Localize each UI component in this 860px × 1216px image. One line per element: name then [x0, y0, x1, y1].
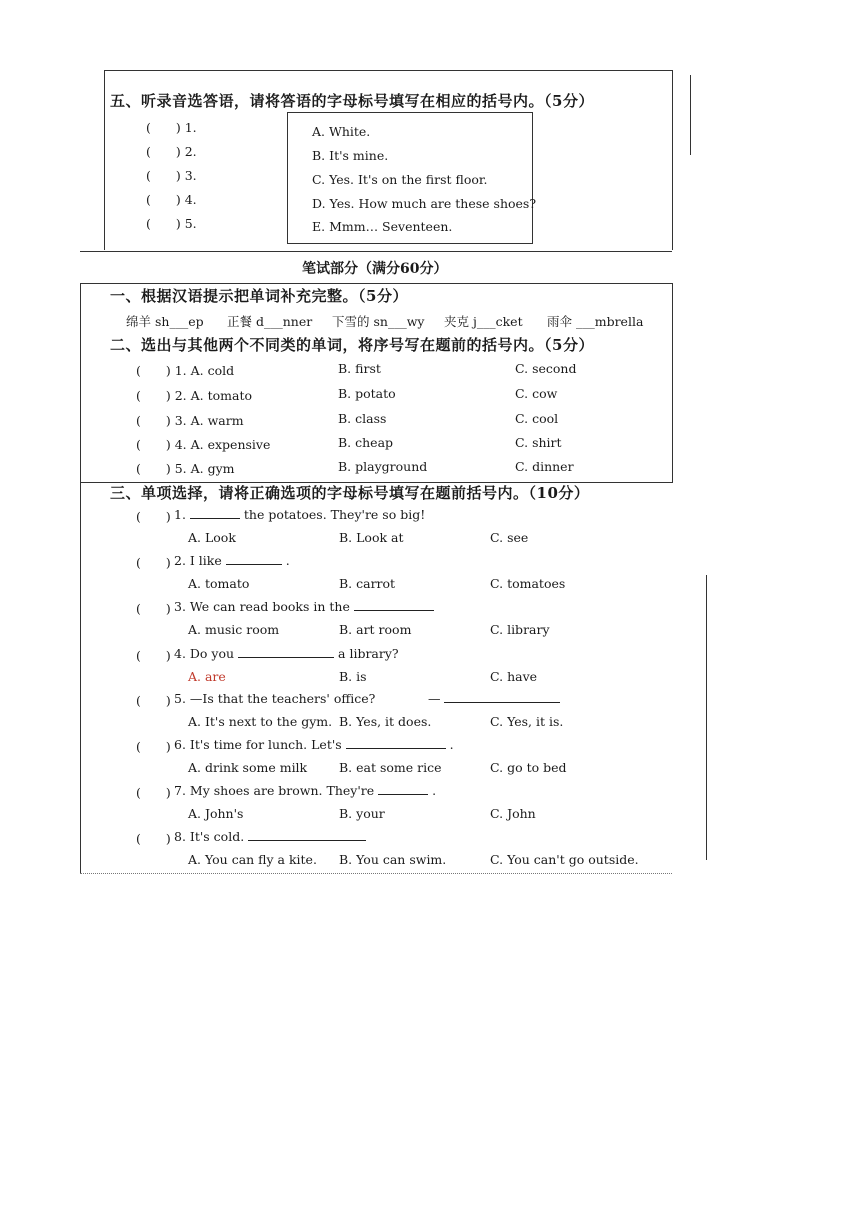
q1-stem-post: the potatoes. They're so big! — [243, 507, 426, 522]
q5-blank[interactable] — [444, 691, 560, 703]
part2-row-4-b: B. cheap — [338, 435, 394, 450]
answer-slot-2[interactable]: ( ) 2. — [146, 144, 197, 159]
q3-blank[interactable] — [354, 599, 434, 611]
right-border-mid — [672, 283, 673, 483]
q5-option-a: A. It's next to the gym. — [188, 714, 333, 729]
part3-title: 三、单项选择，请将正确选项的字母标号填写在题前括号内。（10分） — [110, 484, 590, 502]
q2-option-c: C. tomatoes — [490, 576, 566, 591]
q7-option-c: C. John — [490, 806, 536, 821]
part1-word-3: 下雪的 sn___wy — [332, 314, 425, 329]
section5-bottom-border — [80, 251, 672, 252]
q6-option-b: B. eat some rice — [339, 760, 442, 775]
part2-row-3-b: B. class — [338, 411, 387, 426]
q8-blank[interactable] — [248, 829, 366, 841]
part1-word-2: 正餐 d___nner — [227, 314, 313, 329]
q4-blank[interactable] — [238, 646, 334, 658]
part2-row-1-b: B. first — [338, 361, 381, 376]
q7-paren[interactable]: ( ) — [136, 785, 171, 800]
left-border-top — [104, 70, 105, 250]
q6-stem-pre: 6. It's time for lunch. Let's — [174, 737, 342, 752]
answer-slot-4[interactable]: ( ) 4. — [146, 192, 197, 207]
q8-option-c: C. You can't go outside. — [490, 852, 639, 867]
q1-option-c: C. see — [490, 530, 529, 545]
q6-stem-post: . — [449, 737, 454, 752]
q7-option-b: B. your — [339, 806, 385, 821]
answer-slot-3[interactable]: ( ) 3. — [146, 168, 197, 183]
q2-option-a: A. tomato — [188, 576, 250, 591]
section5-title: 五、听录音选答语，请将答语的字母标号填写在相应的括号内。（5分） — [110, 92, 594, 110]
part2-title: 二、选出与其他两个不同类的单词，将序号写在题前的括号内。（5分） — [110, 336, 594, 354]
part2-row-3-c: C. cool — [515, 411, 559, 426]
right-border-top — [672, 70, 673, 250]
q1-option-a: A. Look — [188, 530, 236, 545]
part2-row-2-c: C. cow — [515, 386, 558, 401]
q3-stem-pre: 3. We can read books in the — [174, 599, 350, 614]
option-e: E. Mmm… Seventeen. — [312, 219, 453, 234]
q3-stem — [174, 599, 434, 614]
q6-option-c: C. go to bed — [490, 760, 567, 775]
q7-stem-pre: 7. My shoes are brown. They're — [174, 783, 375, 798]
q4-option-c: C. have — [490, 669, 538, 684]
q6-paren[interactable]: ( ) — [136, 739, 171, 754]
top-border — [104, 70, 672, 71]
q7-stem-post: . — [432, 783, 437, 798]
left-border-mid — [80, 283, 81, 873]
q2-option-b: B. carrot — [339, 576, 396, 591]
option-d: D. Yes. How much are these shoes? — [312, 196, 537, 211]
option-a: A. White. — [312, 124, 371, 139]
q4-paren[interactable]: ( ) — [136, 648, 171, 663]
q2-stem-post: . — [285, 553, 290, 568]
part2-row-2-b: B. potato — [338, 386, 396, 401]
q5-option-c: C. Yes, it is. — [490, 714, 564, 729]
q3-option-b: B. art room — [339, 622, 412, 637]
part2-row-2-a[interactable]: ( ) 2. A. tomato — [136, 388, 253, 403]
q1-option-b: B. Look at — [339, 530, 404, 545]
q3-paren[interactable]: ( ) — [136, 601, 171, 616]
q8-stem — [174, 829, 366, 844]
part2-row-5-a[interactable]: ( ) 5. A. gym — [136, 461, 235, 476]
q5-stem — [174, 691, 375, 706]
written-part-title: 笔试部分（满分60分） — [302, 261, 448, 277]
right-margin-line — [690, 75, 691, 155]
q7-blank[interactable] — [378, 783, 428, 795]
part2-row-4-c: C. shirt — [515, 435, 562, 450]
part1-top-border — [80, 283, 672, 284]
q2-blank[interactable] — [226, 553, 282, 565]
q2-stem — [174, 553, 290, 568]
q8-option-a: A. You can fly a kite. — [188, 852, 317, 867]
q2-stem-pre: 2. I like — [174, 553, 222, 568]
part2-row-3-a[interactable]: ( ) 3. A. warm — [136, 413, 244, 428]
q4-option-a: A. are — [188, 669, 226, 684]
part2-row-5-c: C. dinner — [515, 459, 574, 474]
part2-row-1-c: C. second — [515, 361, 577, 376]
q3-option-c: C. library — [490, 622, 550, 637]
q1-stem-pre: 1. — [174, 507, 186, 522]
part2-row-4-a[interactable]: ( ) 4. A. expensive — [136, 437, 271, 452]
q7-stem — [174, 783, 436, 798]
q5-option-b: B. Yes, it does. — [339, 714, 432, 729]
part1-word-1: 绵羊 sh___ep — [126, 314, 204, 329]
q8-paren[interactable]: ( ) — [136, 831, 171, 846]
q6-option-a: A. drink some milk — [188, 760, 308, 775]
q4-option-b: B. is — [339, 669, 367, 684]
q4-stem-pre: 4. Do you — [174, 646, 235, 661]
q8-stem-pre: 8. It's cold. — [174, 829, 245, 844]
q4-stem — [174, 646, 399, 661]
bottom-border — [80, 873, 672, 874]
q2-paren[interactable]: ( ) — [136, 555, 171, 570]
q5-paren[interactable]: ( ) — [136, 693, 171, 708]
part2-row-5-b: B. playground — [338, 459, 428, 474]
q5-answer-line — [428, 691, 560, 706]
q5-stem-post: — — [428, 691, 441, 706]
option-c: C. Yes. It's on the first floor. — [312, 172, 488, 187]
q6-stem — [174, 737, 454, 752]
q7-option-a: A. John's — [188, 806, 244, 821]
part2-row-1-a[interactable]: ( ) 1. A. cold — [136, 363, 235, 378]
part1-title: 一、根据汉语提示把单词补充完整。（5分） — [110, 287, 408, 305]
q1-blank[interactable] — [190, 507, 240, 519]
option-b: B. It's mine. — [312, 148, 389, 163]
q6-blank[interactable] — [346, 737, 446, 749]
q4-stem-post: a library? — [338, 646, 399, 661]
answer-slot-5[interactable]: ( ) 5. — [146, 216, 197, 231]
q1-stem — [174, 507, 425, 522]
q5-stem-pre: 5. —Is that the teachers' office? — [174, 691, 376, 706]
right-margin-line-lower — [706, 575, 707, 860]
q3-option-a: A. music room — [188, 622, 280, 637]
part1-word-5: 雨伞 ___mbrella — [547, 314, 644, 329]
q8-option-b: B. You can swim. — [339, 852, 447, 867]
q1-paren[interactable]: ( ) — [136, 509, 171, 524]
answer-slot-1[interactable]: ( ) 1. — [146, 120, 197, 135]
part1-word-4: 夹克 j___cket — [444, 314, 523, 329]
